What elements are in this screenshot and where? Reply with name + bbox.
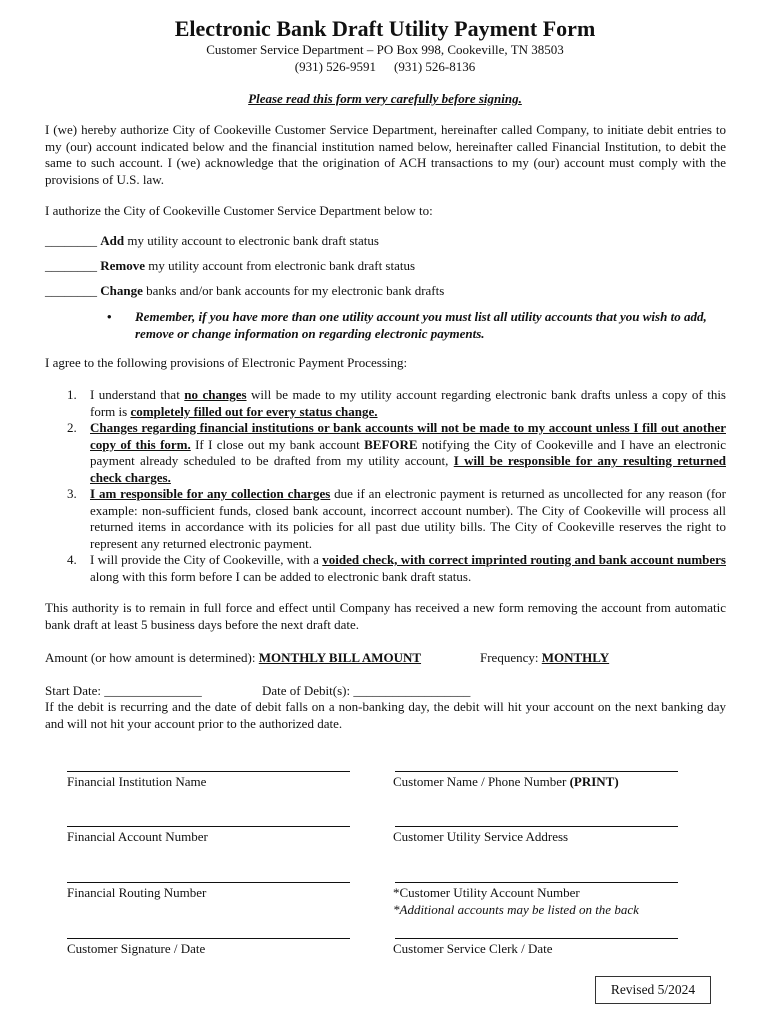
provision-text: I will provide the City of Cookeville, with a [90, 552, 323, 567]
print-label: (PRINT) [569, 774, 619, 789]
additional-accounts-text: *Additional accounts may be listed on the back [393, 902, 639, 917]
option-action: Add [100, 233, 125, 248]
option-blank: ________ [45, 258, 97, 273]
provision-item [45, 420, 726, 486]
frequency-line [480, 650, 609, 666]
provision-item [45, 387, 726, 420]
provision-emphasis: completely filled out for every status change. [130, 403, 378, 419]
utility-account-number-label: *Customer Utility Account Number [393, 885, 580, 900]
bullet-icon: • [107, 309, 112, 324]
provision-emphasis: I will be responsible for any resulting returned check charges. [90, 453, 726, 485]
provision-text: If I close out my bank account [190, 436, 365, 452]
phone-number-2: (931) 526-8136 [394, 59, 476, 74]
provision-emphasis: no changes [184, 387, 247, 402]
provision-number: 1. [67, 387, 77, 402]
customer-address-line[interactable] [395, 826, 678, 827]
utility-account-number-line[interactable] [395, 882, 678, 883]
provision-text: will be made to my utility account regarding electronic bank drafts unless a copy of this form is [90, 387, 726, 419]
option-add [45, 233, 379, 249]
customer-name-text: Customer Name / Phone Number [393, 774, 570, 789]
clerk-signature-label: Customer Service Clerk / Date [393, 941, 553, 956]
debit-date-field[interactable]: Date of Debit(s): __________________ [262, 683, 471, 698]
financial-account-number-label: Financial Account Number [67, 829, 208, 844]
customer-signature-line[interactable] [67, 938, 350, 939]
provision-bold: BEFORE [364, 436, 418, 452]
form-title: Electronic Bank Draft Utility Payment Form [174, 16, 596, 41]
option-remove [45, 258, 415, 274]
option-action: Change [100, 283, 143, 298]
additional-accounts-note [393, 902, 639, 918]
frequency-label: Frequency: [480, 650, 542, 665]
option-action: Remove [100, 258, 146, 273]
amount-value: MONTHLY BILL AMOUNT [258, 650, 422, 665]
routing-number-label: Financial Routing Number [67, 885, 207, 900]
provision-number: 3. [67, 486, 77, 501]
customer-name-line[interactable] [395, 771, 678, 772]
authority-paragraph: This authority is to remain in full force and effect until Company has received a new form removing the account from automatic bank draft at least 5 business days before the next draft date. [45, 600, 726, 632]
amount-label: Amount (or how amount is determined): [45, 650, 259, 665]
provision-item [45, 486, 726, 552]
clerk-signature-line[interactable] [395, 938, 678, 939]
authorize-line: I authorize the City of Cookeville Customer Service Department below to: [45, 203, 433, 218]
financial-institution-name-line[interactable] [67, 771, 350, 772]
routing-number-line[interactable] [67, 882, 350, 883]
provision-emphasis: Changes regarding financial institutions or bank accounts will not be made to my account unless I fill out another copy of this form. [90, 420, 726, 452]
provision-text: along with this form before I can be added to electronic bank draft status. [90, 568, 472, 584]
option-text: my utility account to electronic bank draft status [127, 233, 379, 248]
frequency-value: MONTHLY [541, 650, 610, 665]
provision-text: notifying the City of Cookeville and I have an electronic payment already scheduled to be drafted from my utility account, [90, 436, 726, 468]
customer-signature-label: Customer Signature / Date [67, 941, 206, 956]
non-banking-day-note: If the debit is recurring and the date of debit falls on a non-banking day, the debit will hit your account on the next banking day and will not hit your account prior to the authorized date. [45, 699, 726, 731]
option-text: my utility account from electronic bank draft status [148, 258, 416, 273]
option-change [45, 283, 444, 299]
financial-institution-name-label: Financial Institution Name [67, 774, 207, 789]
customer-address-label: Customer Utility Service Address [393, 829, 569, 844]
provision-emphasis: I am responsible for any collection charges [90, 486, 331, 501]
amount-line [45, 650, 421, 666]
reminder-bullet [107, 308, 727, 342]
agree-line: I agree to the following provisions of Electronic Payment Processing: [45, 355, 408, 370]
provision-text: I understand that [90, 387, 185, 402]
customer-name-label [393, 774, 619, 790]
option-text: banks and/or bank accounts for my electronic bank drafts [146, 283, 445, 298]
provisions-list [45, 387, 726, 585]
option-blank: ________ [45, 283, 97, 298]
financial-account-number-line[interactable] [67, 826, 350, 827]
option-blank: ________ [45, 233, 97, 248]
department-address: Customer Service Department – PO Box 998, Cookeville, TN 38503 [206, 42, 564, 57]
provision-number: 2. [67, 420, 77, 435]
reminder-text: Remember, if you have more than one utility account you must list all utility accounts that you wish to add, remove or change information on regarding electronic payments. [135, 309, 707, 341]
read-carefully-notice: Please read this form very carefully before signing. [248, 91, 522, 106]
start-date-field[interactable]: Start Date: _______________ [45, 683, 202, 698]
phone-numbers [0, 59, 770, 75]
revision-box: Revised 5/2024 [595, 976, 711, 1004]
authorization-paragraph: I (we) hereby authorize City of Cookeville Customer Service Department, hereinafter called Company, to initiate debit entries to my (our) account indicated below and the financial institution named below, hereinafter called Financial Institution, to debit the same to such account. I (we) acknowledge that the origination of ACH transactions to my (our) account must comply with the provisions of U.S. law. [45, 122, 726, 187]
provision-item [45, 552, 726, 585]
phone-number-1: (931) 526-9591 [294, 59, 376, 74]
provision-emphasis: voided check, with correct imprinted routing and bank account numbers [322, 552, 726, 567]
provision-number: 4. [67, 552, 77, 567]
provision-text: due if an electronic payment is returned as uncollected for any reason (for example: non-sufficient funds, closed bank account, incorrect account number). The City of Cookeville will process all returned items in accordance with its policies for all past due utility bills. The City of Cookeville reserves the right to represent any returned electronic payment. [90, 486, 726, 551]
